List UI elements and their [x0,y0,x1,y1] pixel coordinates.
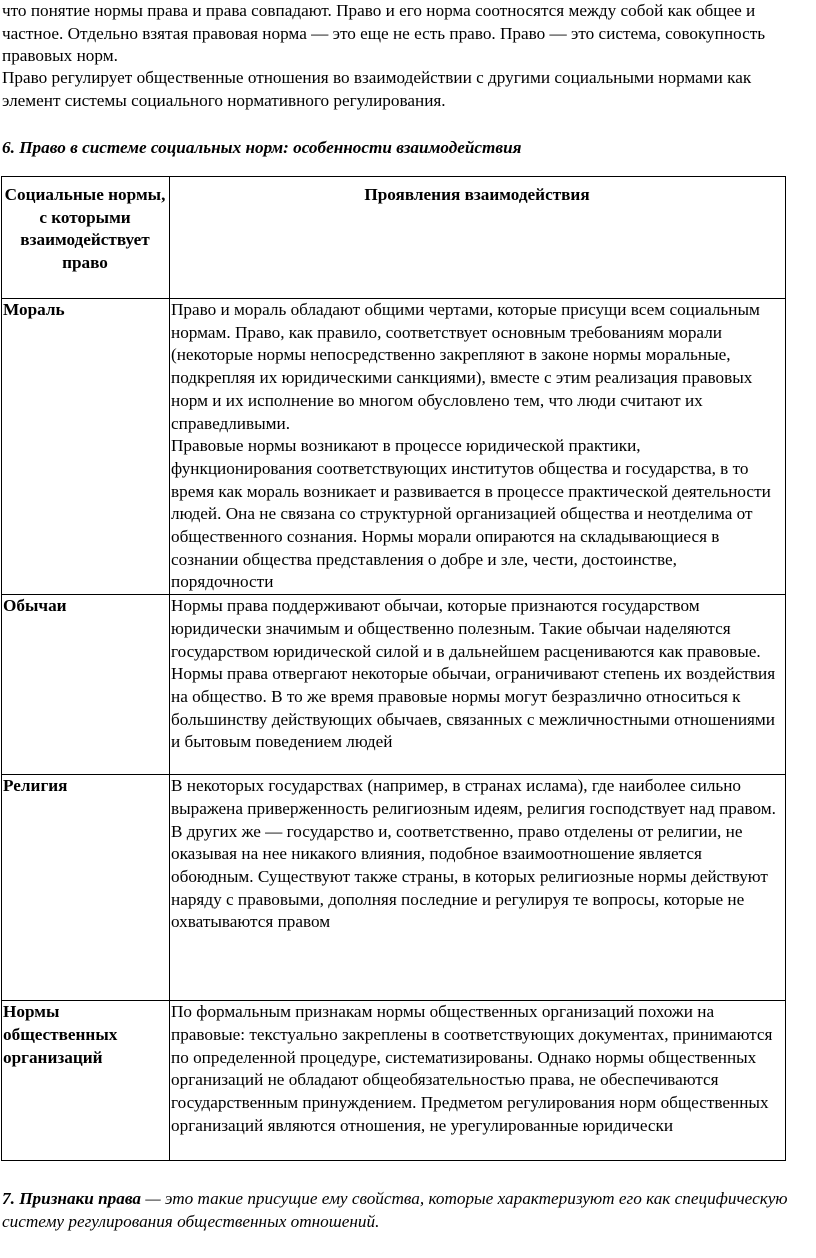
footer-definition: — это такие присущие ему свойства, которые характеризуют его как специфическую систему регулирования общественных отношений. [2,1189,788,1231]
row-text-public-organizations: По формальным признакам нормы общественных организаций похожи на правовые: текстуально закреплены в соответствующих документах, принимаются по определенной процедуре, систематизированы. Однако нормы общественных организаций не обладают общеобязательностью права, не обеспечиваются государственным принуждением. Предметом регулирования норм общественных организаций являются отношения, не урегулированные юридически [170,1001,786,1161]
column-header-norms: Социальные нормы, с которыми взаимодействует право [2,177,170,299]
norms-interaction-table [1,176,786,1161]
row-text-moral [170,299,786,595]
intro-paragraph-2: Право регулирует общественные отношения во взаимодействии с другими социальными нормами как элемент системы социального нормативного регулирования. [2,68,752,110]
table-row [2,299,786,595]
row-text-moral-part-2: Правовые нормы возникают в процессе юридической практики, функционирования соответствующих институтов общества и государства, в то время как мораль возникает и развивается в процессе практической деятельности людей. Она не связана со структурной организацией общества и неотделима от общественного сознания. Нормы морали опираются на складывающиеся в сознании общества представления о добре и зле, чести, достоинстве, порядочности [171,436,771,592]
footer-term: 7. Признаки права [2,1189,142,1208]
row-text-moral-part-1: Право и мораль обладают общими чертами, которые присущи всем социальным нормам. Право, как правило, соответствует основным требованиям морали (некоторые нормы непосредственно закрепляют в законе нормы моральные, подкрепляя их юридическими санкциями), вместе с этим реализация правовых норм и их исполнение во многом обусловлено тем, что люди считают их справедливыми. [171,300,760,433]
row-text-religion: В некоторых государствах (например, в странах ислама), где наиболее сильно выражена приверженность религиозным идеям, религия господствует над правом. В других же — государство и, соответственно, право отделены от религии, не оказывая на нее никакого влияния, подобное взаимоотношение является обоюдным. Существуют также страны, в которых религиозные нормы действуют наряду с правовыми, дополняя последние и регулируя те вопросы, которые не охватываются правом [170,775,786,1001]
footer-paragraph [2,1187,810,1233]
row-label-moral: Мораль [2,299,170,595]
row-label-customs: Обычаи [2,595,170,775]
row-text-customs: Нормы права поддерживают обычаи, которые признаются государством юридически значимым и общественно полезным. Такие обычаи наделяются государством юридической силой и в дальнейшем расцениваются как правовые. Нормы права отвергают некоторые обычаи, ограничивают степень их воздействия на общество. В то же время правовые нормы могут безразлично относиться к большинству действующих обычаев, связанных с межличностными отношениями и бытовым поведением людей [170,595,786,775]
table-row [2,595,786,775]
row-label-religion: Религия [2,775,170,1001]
section-heading: 6. Право в системе социальных норм: особенности взаимодействия [2,138,522,157]
column-header-manifestations: Проявления взаимодействия [170,177,786,299]
table-row [2,775,786,1001]
intro-paragraph-1: что понятие нормы права и права совпадают. Право и его норма соотносятся между собой как общее и частное. Отдельно взятая правовая норма — это еще не есть право. Право — это система, совокупность правовых норм. [2,1,766,66]
row-label-public-organizations: Нормы общественных организаций [2,1001,170,1161]
table-header-row [2,177,786,299]
table-row [2,1001,786,1161]
